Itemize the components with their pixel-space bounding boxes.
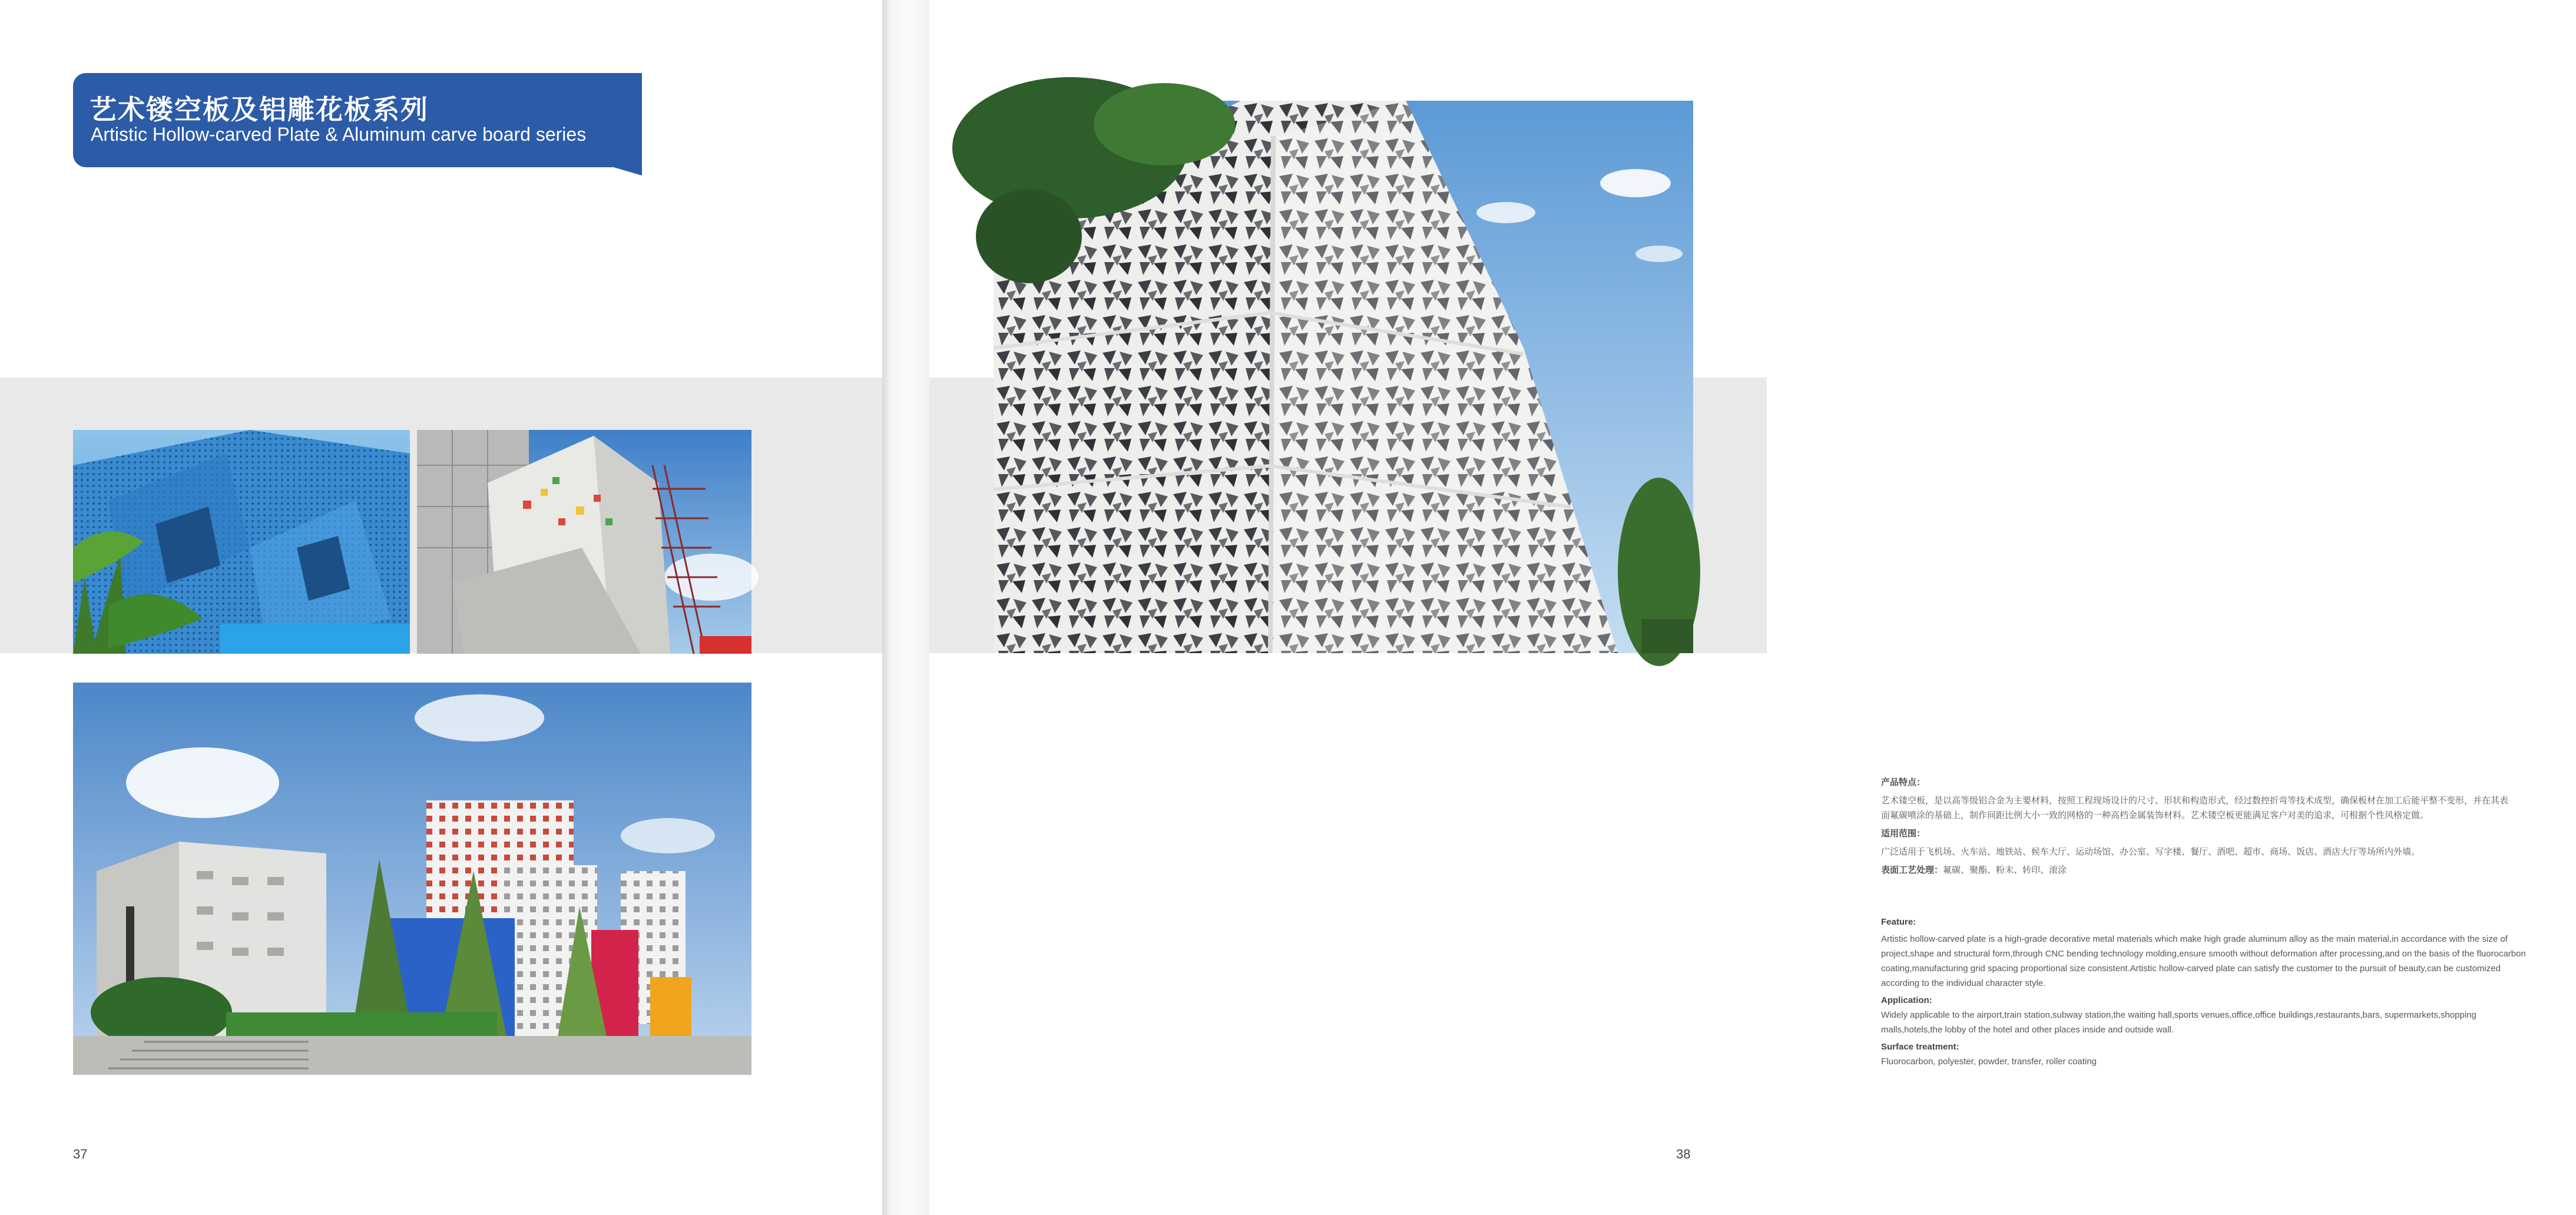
title-english: Artistic Hollow-carved Plate & Aluminum carve board series bbox=[91, 124, 587, 145]
en-surface-heading: Surface treatment: bbox=[1881, 1042, 1959, 1052]
photo-white-building bbox=[417, 430, 751, 654]
title-chinese: 艺术镂空板及铝雕花板系列 bbox=[90, 94, 429, 125]
page-number-left: 37 bbox=[73, 1147, 88, 1161]
en-feature-heading: Feature: bbox=[1881, 917, 1916, 927]
en-feature-line-4: according to the individual character style. bbox=[1881, 978, 2046, 988]
page-number-right: 38 bbox=[1676, 1147, 1691, 1161]
en-application-line-2: malls,hotels,the lobby of the hotel and other places inside and outside wall. bbox=[1881, 1025, 2174, 1035]
cn-features-heading: 产品特点： bbox=[1881, 777, 1926, 787]
cn-surface-heading: 表面工艺处理： bbox=[1881, 865, 1943, 875]
cn-features-line-1: 艺术镂空板，是以高等级铝合金为主要材料，按照工程现场设计的尺寸、形状和构造形式，经过数控折弯等技术成型，确保板材在加工后能平整不变形，并在其表 bbox=[1881, 796, 2509, 806]
right-page bbox=[883, 0, 2526, 1215]
cn-surface-line bbox=[1881, 863, 2576, 878]
photo-campus bbox=[73, 683, 751, 1075]
en-application-heading: Application: bbox=[1881, 995, 1932, 1005]
en-feature-line-3: coating,manufacturing grid spacing proportional size consistent.Artistic hollow-carved plate can satisfy the customer to the pursuit of beauty,can be customized bbox=[1881, 964, 2501, 974]
photo-blue-facade bbox=[73, 430, 410, 654]
en-feature-line-2: project,shape and structural form,through CNC bending technology molding,ensure smooth without deformation after processing,and on the basis of the fluorocarbon bbox=[1881, 949, 2526, 959]
cn-application-text: 广泛适用于飞机场、火车站、地铁站、候车大厅、运动场馆、办公室、写字楼、餐厅、酒吧、超市、商场、饭店、酒店大厅等场所内外墙。 bbox=[1881, 847, 2421, 857]
photo-hollow-facade bbox=[994, 101, 1693, 653]
en-application-line-1: Widely applicable to the airport,train station,subway station,the waiting hall,sports venues,office,office buildings,restaurants,bars, supermarkets,shopping bbox=[1881, 1010, 2476, 1020]
cn-surface-text: 氟碳、聚酯、粉末、转印、滚涂 bbox=[1943, 865, 2067, 875]
title-banner bbox=[73, 73, 642, 167]
cn-application-heading: 适用范围： bbox=[1881, 829, 1926, 839]
en-surface-text: Fluorocarbon, polyester, powder, transfer, roller coating bbox=[1881, 1057, 2097, 1067]
en-feature-line-1: Artistic hollow-carved plate is a high-grade decorative metal materials which make high grade aluminum alloy as the main material,in accordance with the size of bbox=[1881, 934, 2508, 944]
cn-features-line-2: 面氟碳喷涂的基础上，制作间距比例大小一致的网格的一种高档金属装饰材料。艺术镂空板更能满足客户对美的追求，可根据个性风格定做。 bbox=[1881, 810, 2429, 820]
english-description bbox=[1881, 915, 2576, 1069]
chinese-description bbox=[1881, 775, 2576, 878]
left-page bbox=[0, 0, 883, 1215]
